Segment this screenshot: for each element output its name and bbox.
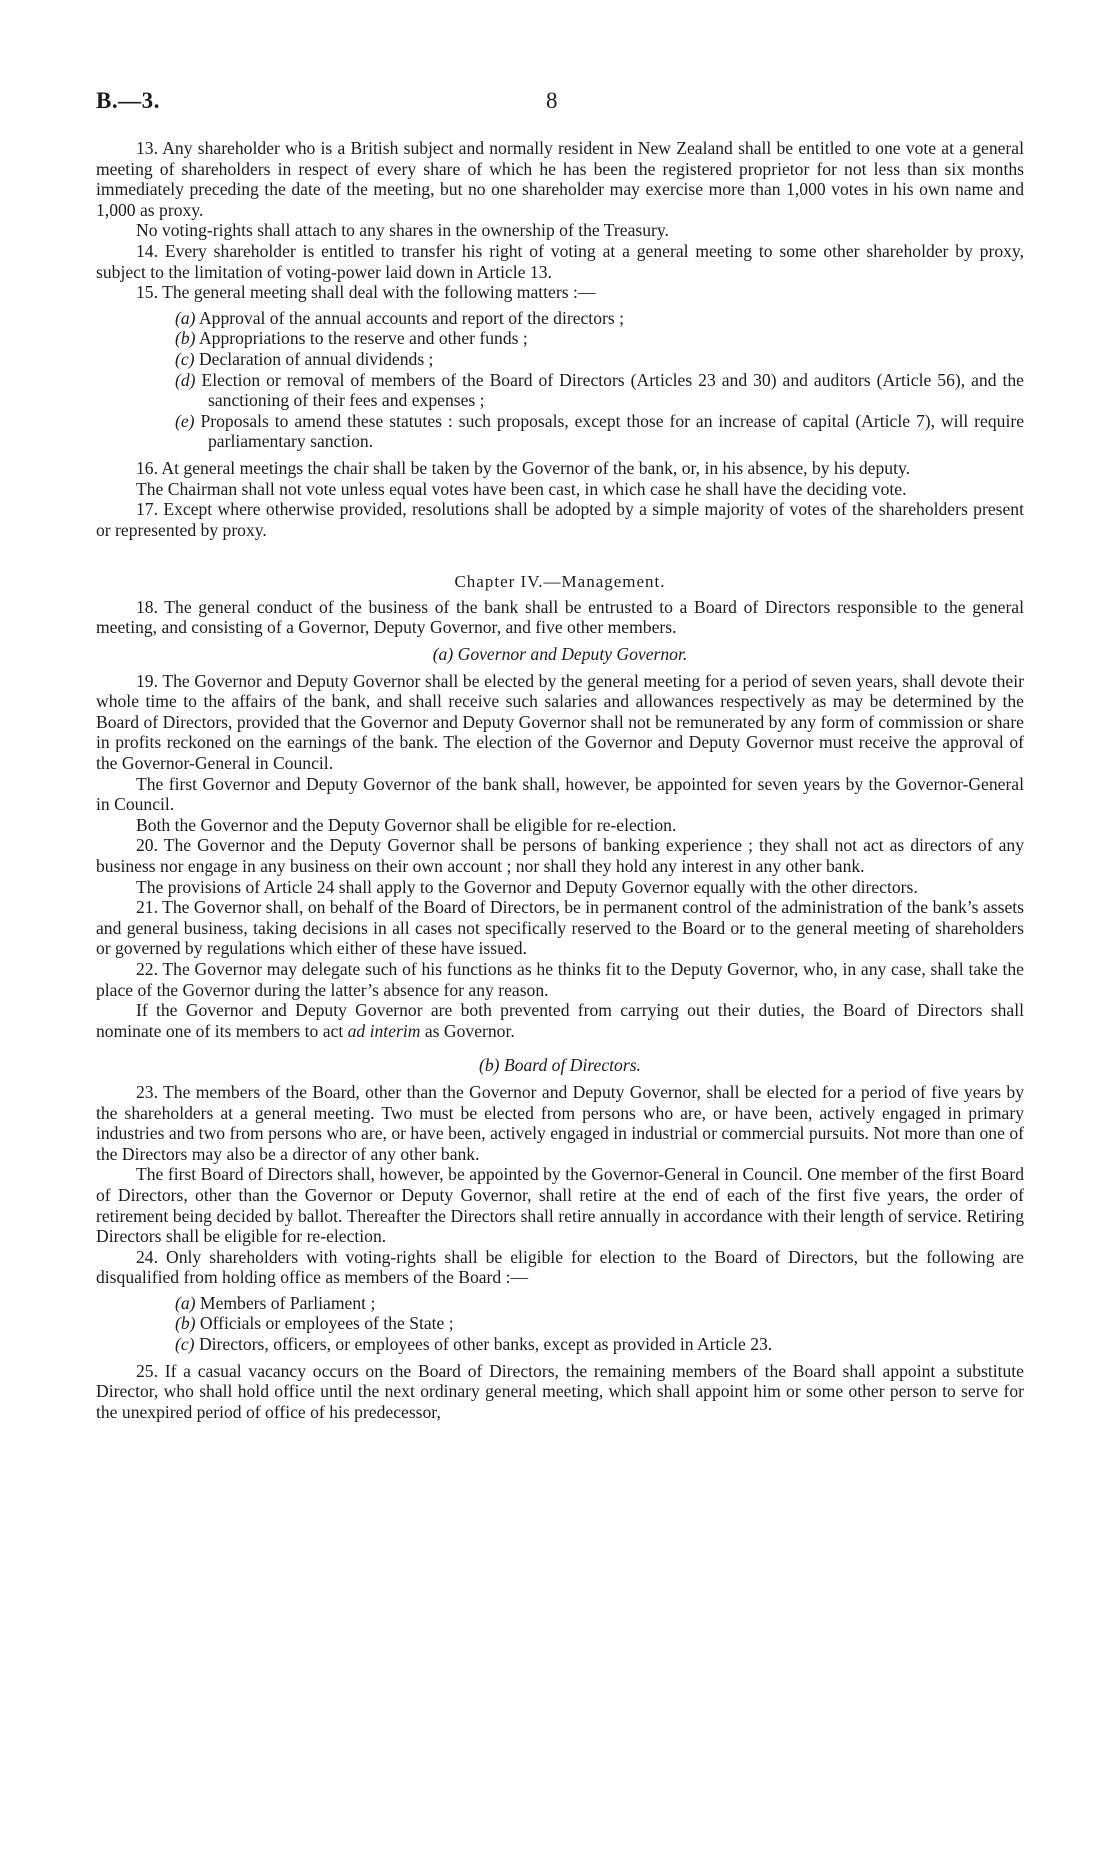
article-13-treasury-note: No voting-rights shall attach to any shares in the ownership of the Treasury. [136, 220, 669, 241]
list-item: (a) Approval of the annual accounts and report of the directors ; [175, 307, 624, 328]
article-19-paragraph: 19. The Governor and Deputy Governor shall be elected by the general meeting for a period of seven years, shall devote their whole time to the affairs of the bank, and shall receive such salaries and allowances respectively as may be determined by the Board of Directors, provided that the Governor and Deputy Governor shall not be remunerated by any form of commission or share in profits reckoned on the earnings of the bank. The election of the Governor and Deputy Governor must receive the approval of the Governor-General in Council. [96, 670, 1024, 774]
article-20-paragraph: 20. The Governor and the Deputy Governor shall be persons of banking experience ; they shall not act as directors of any business nor engage in any business on their own account ; nor shall they hold any interest in any other bank. [96, 835, 1024, 876]
page-header [96, 88, 1018, 122]
article-21-paragraph: 21. The Governor shall, on behalf of the Board of Directors, be in permanent control of the administration of the bank’s assets and general business, taking decisions in all cases not specifically reserved to the Board or to the general meeting of shareholders or governed by regulations which either of these have issued. [96, 897, 1024, 959]
article-18-paragraph: 18. The general conduct of the business of the bank shall be entrusted to a Board of Directors responsible to the general meeting, and consisting of a Governor, Deputy Governor, and five other members. [96, 596, 1024, 638]
article-22-paragraph: 22. The Governor may delegate such of his functions as he thinks fit to the Deputy Governor, who, in any case, shall take the place of the Governor during the latter’s absence for any reason. [96, 958, 1024, 1000]
list-item: (d) Election or removal of members of the Board of Directors (Articles 23 and 30) and auditors (Article 56), and the sanctioning of their fees and expenses ; [175, 369, 1024, 411]
article-16-chairman-vote: The Chairman shall not vote unless equal votes have been cast, in which case he shall have the deciding vote. [136, 478, 907, 499]
article-23-first-board: The first Board of Directors shall, however, be appointed by the Governor-General in Council. One member of the first Board of Directors, other than the Governor or Deputy Governor, shall retire at the end of each of the first five years, the order of retirement being decided by ballot. Thereafter the Directors shall retire annually in accordance with their length of service. Retiring Directors shall be eligible for re-election. [96, 1164, 1024, 1247]
article-15-intro: 15. The general meeting shall deal with the following matters :— [136, 282, 596, 303]
list-item: (b) Officials or employees of the State ; [175, 1313, 454, 1334]
subheading-board: (b) Board of Directors. [479, 1055, 641, 1076]
list-item: (e) Proposals to amend these statutes : such proposals, except those for an increase of capital (Article 7), will require parliamentary sanction. [175, 410, 1025, 452]
article-24-list [96, 1293, 1024, 1355]
page-number: 8 [546, 88, 558, 113]
document-reference: B.—3. [96, 88, 160, 113]
article-15-list [96, 308, 1024, 452]
page-body [96, 138, 1024, 1422]
list-item: (a) Members of Parliament ; [175, 1292, 376, 1313]
article-20-provisions: The provisions of Article 24 shall apply to the Governor and Deputy Governor equally with the other directors. [136, 876, 918, 897]
article-23-paragraph: 23. The members of the Board, other than the Governor and Deputy Governor, shall be elected for a period of five years by the shareholders at a general meeting. Two must be elected from persons who are, or have been, actively engaged in primary industries and two from persons who are, or have been, actively engaged in industrial or commercial pursuits. Not more than one of the Directors may also be a director of any other bank. [96, 1081, 1024, 1164]
list-item: (b) Appropriations to the reserve and other funds ; [175, 328, 528, 349]
list-item: (c) Directors, officers, or employees of other banks, except as provided in Article 23. [175, 1334, 773, 1355]
article-14-paragraph: 14. Every shareholder is entitled to transfer his right of voting at a general meeting to some other shareholder by proxy, subject to the limitation of voting-power laid down in Article 13. [96, 240, 1024, 282]
list-item: (c) Declaration of annual dividends ; [175, 348, 434, 369]
chapter-heading: Chapter IV.—Management. [454, 572, 666, 592]
article-19-first-governor: The first Governor and Deputy Governor of the bank shall, however, be appointed for seven years by the Governor-General in Council. [96, 773, 1024, 815]
article-16-paragraph: 16. At general meetings the chair shall be taken by the Governor of the bank, or, in his absence, by his deputy. [136, 457, 911, 478]
article-24-intro: 24. Only shareholders with voting-rights shall be eligible for election to the Board of Directors, but the following are disqualified from holding office as members of the Board :— [96, 1246, 1024, 1288]
article-13-paragraph: 13. Any shareholder who is a British subject and normally resident in New Zealand shall be entitled to one vote at a general meeting of shareholders in respect of every share of which he has been the registered proprietor for not less than six months immediately preceding the date of the meeting, but no one shareholder may exercise more than 1,000 votes in his own name and 1,000 as proxy. [96, 138, 1024, 220]
article-25-paragraph: 25. If a casual vacancy occurs on the Board of Directors, the remaining members of the Board shall appoint a substitute Director, who shall hold office until the next ordinary general meeting, which shall appoint him or some other person to serve for the unexpired period of office of his predecessor, [96, 1360, 1024, 1422]
article-22-ad-interim: If the Governor and Deputy Governor are both prevented from carrying out their duties, the Board of Directors shall nominate one of its members to act ad interim as Governor. [96, 1000, 1024, 1041]
subheading-governor: (a) Governor and Deputy Governor. [432, 644, 688, 665]
article-17-paragraph: 17. Except where otherwise provided, resolutions shall be adopted by a simple majority of votes of the shareholders present or represented by proxy. [96, 499, 1024, 540]
article-19-reelection: Both the Governor and the Deputy Governor shall be eligible for re-election. [136, 814, 677, 835]
